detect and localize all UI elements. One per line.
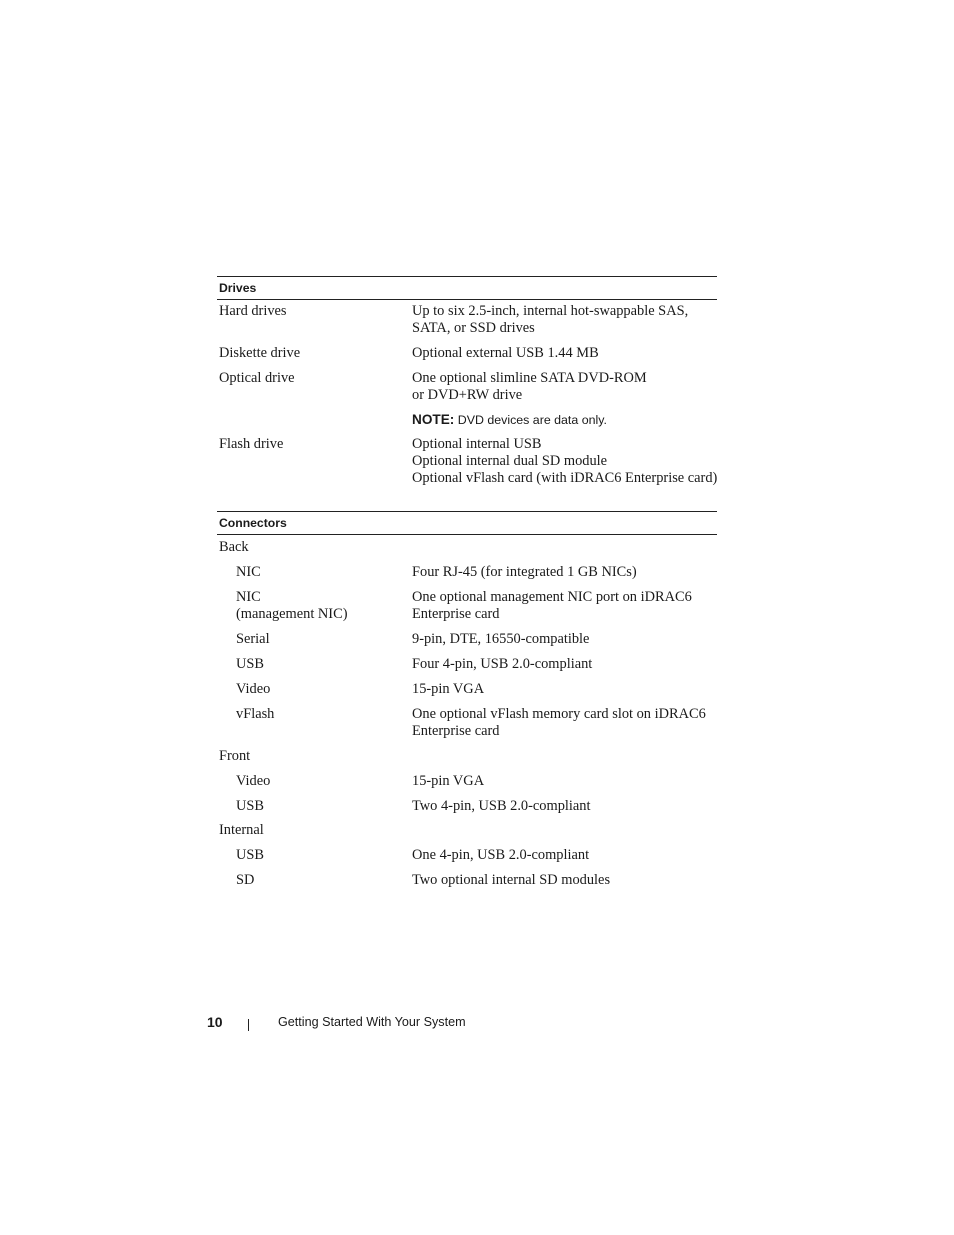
row-label: NIC xyxy=(236,564,261,580)
value-line: One 4-pin, USB 2.0-compliant xyxy=(412,847,590,863)
row-label: SD xyxy=(236,872,255,888)
row-label: Video xyxy=(236,773,271,789)
value-line: One optional management NIC port on iDRAC6 xyxy=(412,589,692,605)
value-line: or DVD+RW drive xyxy=(412,387,523,403)
row-label: Serial xyxy=(236,631,270,647)
value-line: Enterprise card xyxy=(412,723,500,739)
footer-divider xyxy=(248,1019,249,1031)
group-label-text: Internal xyxy=(219,822,264,838)
value-line: Two optional internal SD modules xyxy=(412,872,611,888)
row-label: Optical drive xyxy=(219,370,295,386)
value-line: Four 4-pin, USB 2.0-compliant xyxy=(412,656,593,672)
value-line: Enterprise card xyxy=(412,606,500,622)
value-line: Up to six 2.5-inch, internal hot-swappable SAS, xyxy=(412,303,689,319)
row-value xyxy=(412,631,589,648)
row-label: USB xyxy=(236,798,264,814)
row-value xyxy=(412,706,706,740)
row-value xyxy=(412,798,590,815)
value-line: Optional internal dual SD module xyxy=(412,453,608,469)
group-label-text: Back xyxy=(219,539,249,555)
footer-title: Getting Started With Your System xyxy=(278,1015,466,1029)
value-line: 15-pin VGA xyxy=(412,773,485,789)
connectors-heading: Connectors xyxy=(217,511,717,535)
row-value xyxy=(412,681,484,698)
row-value xyxy=(412,564,637,581)
note-text: DVD devices are data only. xyxy=(454,413,607,427)
row-label: Hard drives xyxy=(219,303,287,319)
value-line: Four RJ-45 (for integrated 1 GB NICs) xyxy=(412,564,637,580)
page-number: 10 xyxy=(207,1014,223,1030)
value-line: Two 4-pin, USB 2.0-compliant xyxy=(412,798,591,814)
row-value xyxy=(412,436,717,487)
row-label: Flash drive xyxy=(219,436,284,452)
value-line: One optional vFlash memory card slot on iDRAC6 xyxy=(412,706,706,722)
drives-heading: Drives xyxy=(217,276,717,300)
value-line: Optional vFlash card (with iDRAC6 Enterprise card) xyxy=(412,470,718,486)
row-label: vFlash xyxy=(236,706,275,722)
row-label: USB xyxy=(236,656,264,672)
row-value xyxy=(412,847,589,864)
row-value xyxy=(412,303,688,337)
note-label: NOTE: xyxy=(412,412,455,427)
row-value xyxy=(412,773,484,790)
note xyxy=(412,411,647,429)
value-line: SATA, or SSD drives xyxy=(412,320,535,336)
page-footer xyxy=(0,1014,954,1034)
value-line: 9-pin, DTE, 16550-compatible xyxy=(412,631,590,647)
row-value xyxy=(412,370,647,429)
value-line: Optional external USB 1.44 MB xyxy=(412,345,599,361)
row-value xyxy=(412,656,592,673)
row-value xyxy=(412,872,610,889)
row-label xyxy=(236,589,348,623)
row-value xyxy=(412,345,599,362)
row-label: Diskette drive xyxy=(219,345,301,361)
row-value xyxy=(412,589,692,623)
label-line: NIC xyxy=(236,589,261,605)
drives-table xyxy=(217,276,718,486)
value-line: 15-pin VGA xyxy=(412,681,485,697)
label-line: (management NIC) xyxy=(236,606,348,622)
connectors-table xyxy=(217,511,717,888)
value-line: One optional slimline SATA DVD-ROM xyxy=(412,370,647,386)
row-label: USB xyxy=(236,847,264,863)
group-label-text: Front xyxy=(219,748,251,764)
row-label: Video xyxy=(236,681,271,697)
value-line: Optional internal USB xyxy=(412,436,542,452)
